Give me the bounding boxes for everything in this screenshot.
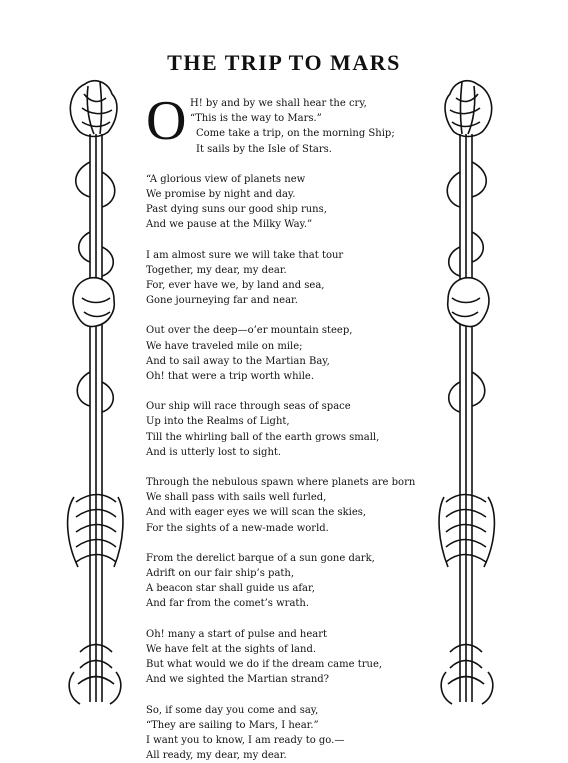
stanza	[146, 399, 446, 460]
poem-line: And far from the comet’s wrath.	[146, 596, 446, 611]
poem-line: We promise by night and day.	[146, 187, 446, 202]
stanza	[146, 172, 446, 233]
poem-line: Our ship will race through seas of space	[146, 399, 446, 414]
poem-line: We have traveled mile on mile;	[146, 339, 446, 354]
poem-line: Up into the Realms of Light,	[146, 414, 446, 429]
stanza	[146, 96, 446, 157]
poem-line: And is utterly lost to sight.	[146, 445, 446, 460]
poem-line: Oh! that were a trip worth while.	[146, 369, 446, 384]
poem-line: Out over the deep—o’er mountain steep,	[146, 323, 446, 338]
poem-line: Adrift on our fair ship’s path,	[146, 566, 446, 581]
poem-line: But what would we do if the dream came true,	[146, 657, 446, 672]
poem-line: And to sail away to the Martian Bay,	[146, 354, 446, 369]
poem-line: “They are sailing to Mars, I hear.”	[146, 718, 446, 733]
poem-line: I want you to know, I am ready to go.—	[146, 733, 446, 748]
poem-line: “This is the way to Mars.”	[146, 111, 446, 126]
stanza	[146, 323, 446, 384]
stanza	[146, 248, 446, 309]
poem-line: Together, my dear, my dear.	[146, 263, 446, 278]
poem-line: Oh! many a start of pulse and heart	[146, 627, 446, 642]
poem-line: It sails by the Isle of Stars.	[146, 142, 446, 157]
stanza	[146, 627, 446, 688]
poem-line: All ready, my dear, my dear.	[146, 748, 446, 763]
poem-line: So, if some day you come and say,	[146, 703, 446, 718]
poem-line: And we pause at the Milky Way.”	[146, 217, 446, 232]
poem-line: We shall pass with sails well furled,	[146, 490, 446, 505]
stanza	[146, 475, 446, 536]
poem-line: From the derelict barque of a sun gone dark,	[146, 551, 446, 566]
poem-line: I am almost sure we will take that tour	[146, 248, 446, 263]
poem-line: And we sighted the Martian strand?	[146, 672, 446, 687]
floral-column-ornament-left	[60, 72, 130, 712]
poem-line: Past dying suns our good ship runs,	[146, 202, 446, 217]
poem-line: Through the nebulous spawn where planets are born	[146, 475, 446, 490]
poem-line: H! by and by we shall hear the cry,	[146, 96, 446, 111]
poem-line: “A glorious view of planets new	[146, 172, 446, 187]
poem-line: Till the whirling ball of the earth grows small,	[146, 430, 446, 445]
drop-cap: O	[146, 96, 186, 146]
poem-line: For, ever have we, by land and sea,	[146, 278, 446, 293]
stanza	[146, 551, 446, 612]
poem-line: We have felt at the sights of land.	[146, 642, 446, 657]
poem-line: A beacon star shall guide us afar,	[146, 581, 446, 596]
poem-body	[146, 96, 446, 763]
poem-line: For the sights of a new-made world.	[146, 521, 446, 536]
poem-line: Come take a trip, on the morning Ship;	[146, 126, 446, 141]
poem-line: Gone journeying far and near.	[146, 293, 446, 308]
poem-title: THE TRIP TO MARS	[0, 50, 568, 76]
stanza	[146, 703, 446, 763]
poem-line: And with eager eyes we will scan the skies,	[146, 505, 446, 520]
